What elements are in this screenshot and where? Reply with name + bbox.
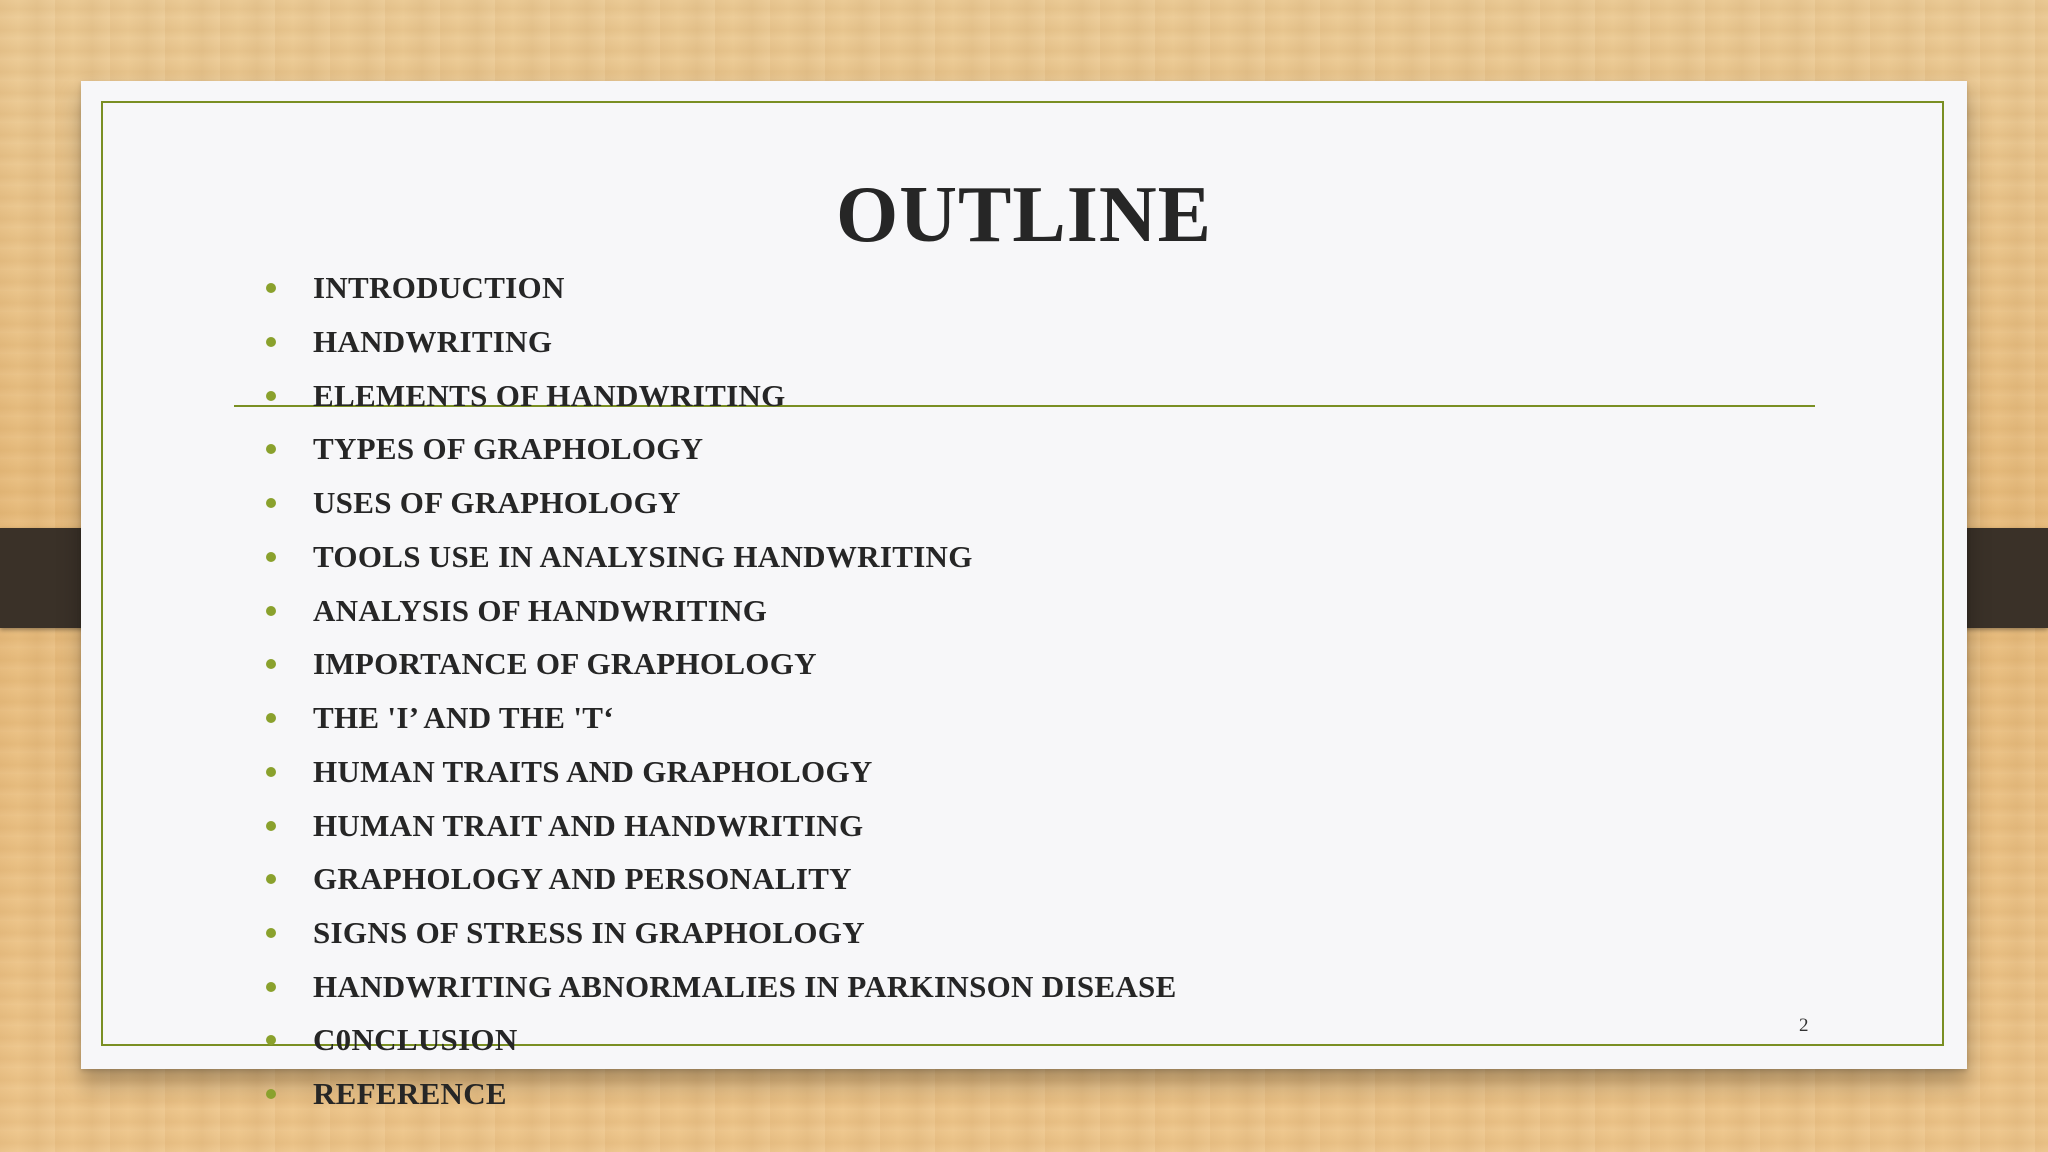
outline-item-text: IMPORTANCE OF GRAPHOLOGY — [313, 646, 817, 681]
outline-item-text: GRAPHOLOGY AND PERSONALITY — [313, 861, 852, 896]
slide-paper — [81, 81, 1967, 1111]
outline-item — [266, 913, 865, 953]
bullet-dot-icon — [266, 982, 276, 992]
outline-item — [266, 376, 786, 416]
outline-item-text: REFERENCE — [313, 1076, 507, 1111]
bullet-dot-icon — [266, 874, 276, 884]
outline-item-text: INTRODUCTION — [313, 270, 565, 305]
outline-item — [266, 806, 863, 846]
outline-item — [266, 268, 565, 308]
outline-item-text: HUMAN TRAITS AND GRAPHOLOGY — [313, 754, 873, 789]
slide-title: OUTLINE — [836, 171, 1212, 259]
outline-item — [266, 698, 614, 738]
bullet-dot-icon — [266, 928, 276, 938]
outline-item — [266, 967, 1177, 1007]
page-number: 2 — [1799, 1015, 1809, 1036]
outline-item — [266, 859, 852, 899]
outline-item — [266, 752, 873, 792]
outline-item — [266, 644, 817, 684]
bullet-dot-icon — [266, 498, 276, 508]
bullet-dot-icon — [266, 1089, 276, 1099]
outline-item-text: THE 'I’ AND THE 'T‘ — [313, 700, 614, 735]
bullet-dot-icon — [266, 552, 276, 562]
bullet-dot-icon — [266, 767, 276, 777]
outline-item-text: HANDWRITING ABNORMALIES IN PARKINSON DISEASE — [313, 969, 1177, 1004]
outline-item-text: HANDWRITING — [313, 324, 553, 359]
bullet-dot-icon — [266, 444, 276, 454]
bullet-dot-icon — [266, 1035, 276, 1045]
outline-item-text: USES OF GRAPHOLOGY — [313, 485, 681, 520]
outline-item — [266, 1074, 507, 1114]
outline-item-text: C0NCLUSION — [313, 1022, 518, 1057]
bullet-dot-icon — [266, 821, 276, 831]
outline-item — [266, 429, 703, 469]
bullet-dot-icon — [266, 283, 276, 293]
outline-item-text: HUMAN TRAIT AND HANDWRITING — [313, 808, 864, 843]
bullet-dot-icon — [266, 391, 276, 401]
outline-item-text: ANALYSIS OF HANDWRITING — [313, 593, 768, 628]
outline-item-text: TOOLS USE IN ANALYSING HANDWRITING — [313, 539, 973, 574]
outline-item-text: TYPES OF GRAPHOLOGY — [313, 431, 704, 466]
outline-item-text: SIGNS OF STRESS IN GRAPHOLOGY — [313, 915, 865, 950]
outline-item — [266, 483, 681, 523]
bullet-dot-icon — [266, 713, 276, 723]
outline-item — [266, 537, 973, 577]
outline-item-text: ELEMENTS OF HANDWRITING — [313, 378, 786, 413]
outline-item — [266, 1020, 518, 1060]
bullet-dot-icon — [266, 606, 276, 616]
bullet-dot-icon — [266, 659, 276, 669]
bullet-dot-icon — [266, 337, 276, 347]
outline-item — [266, 322, 552, 362]
outline-item — [266, 591, 767, 631]
